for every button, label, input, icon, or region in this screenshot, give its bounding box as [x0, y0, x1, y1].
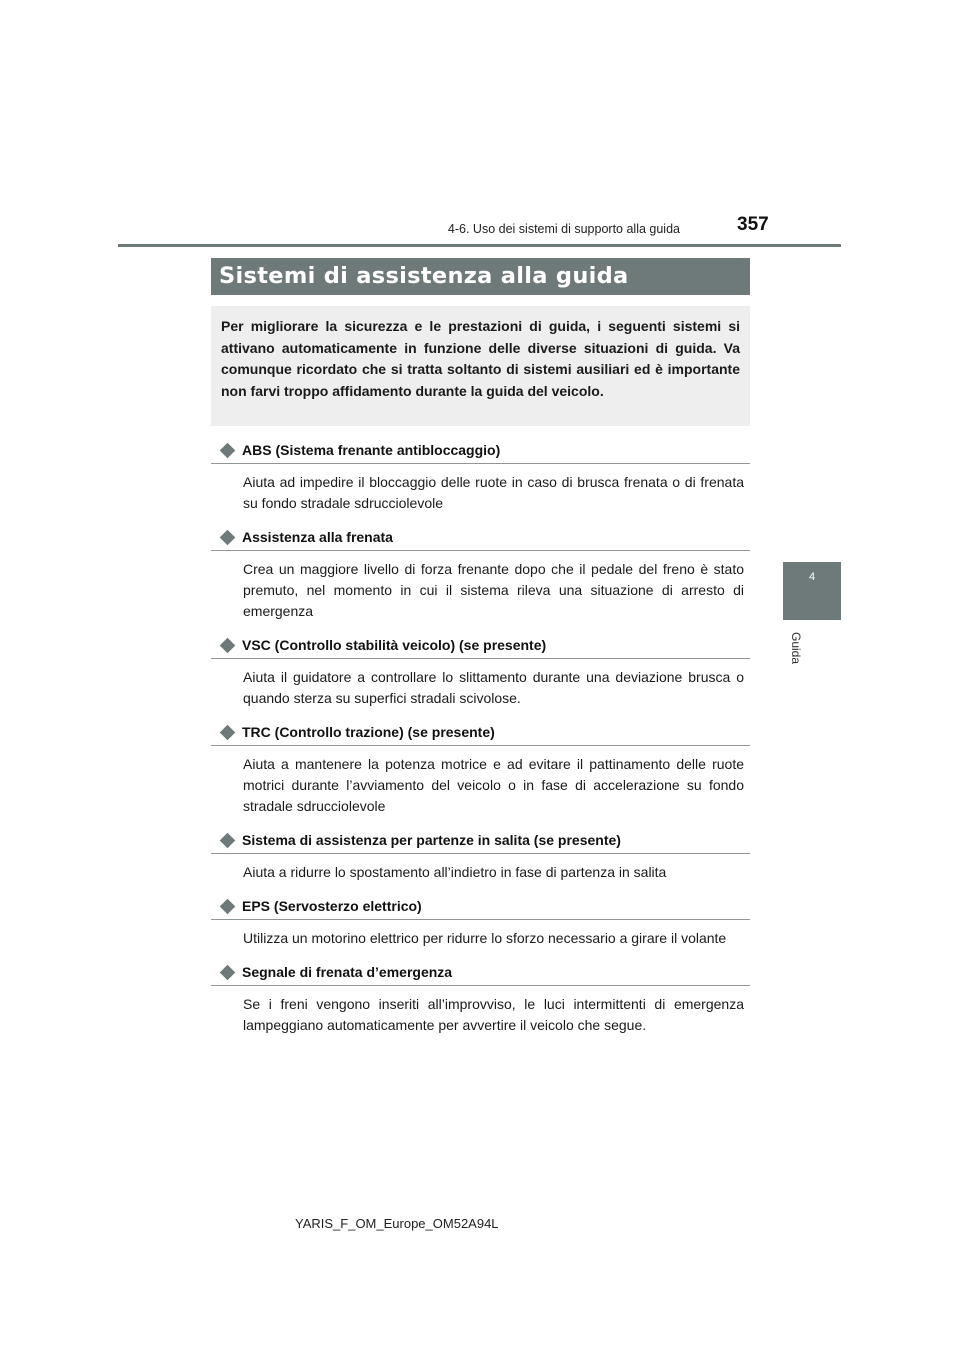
feature-heading — [211, 828, 750, 854]
feature-title: TRC (Controllo trazione) (se presente) — [242, 724, 495, 740]
feature-heading — [211, 960, 750, 986]
chapter-tab-number: 4 — [808, 571, 816, 583]
feature-description: Crea un maggiore livello di forza frenante dopo che il pedale del freno è stato premuto, nel momento in cui il sistema rileva una situazione di arresto di emergenza — [243, 561, 744, 619]
chapter-tab — [783, 562, 841, 620]
feature-item — [211, 720, 750, 817]
feature-list — [211, 438, 750, 1047]
diamond-bullet-icon — [220, 442, 236, 458]
diamond-bullet-icon — [220, 529, 236, 545]
feature-heading — [211, 720, 750, 746]
feature-heading — [211, 894, 750, 920]
diamond-bullet-icon — [220, 964, 236, 980]
feature-description: Aiuta a ridurre lo spostamento all’indietro in fase di partenza in salita — [243, 864, 667, 880]
section-title: Sistemi di assistenza alla guida — [219, 263, 629, 289]
feature-item — [211, 960, 750, 1036]
feature-description: Se i freni vengono inseriti all’improvviso, le luci intermittenti di emergenza lampeggiano automaticamente per avvertire il veicolo che segue. — [243, 996, 744, 1033]
diamond-bullet-icon — [220, 637, 236, 653]
feature-title: Segnale di frenata d’emergenza — [242, 964, 453, 980]
feature-item — [211, 828, 750, 883]
feature-item — [211, 894, 750, 949]
feature-heading — [211, 633, 750, 659]
intro-text: Per migliorare la sicurezza e le prestazioni di guida, i seguenti sistemi si attivano automaticamente in funzione delle diverse situazioni di guida. Va comunque ricordato che si tratta soltanto di sistemi ausiliari ed è importante non farvi troppo affidamento durante la guida del veicolo. — [221, 318, 740, 399]
feature-description: Aiuta a mantenere la potenza motrice e ad evitare il pattinamento delle ruote motrici durante l’avviamento del veicolo o in fase di accelerazione su fondo stradale sdrucciolevole — [243, 756, 744, 814]
feature-title: Assistenza alla frenata — [242, 529, 393, 545]
diamond-bullet-icon — [220, 898, 236, 914]
feature-title: Sistema di assistenza per partenze in salita (se presente) — [242, 832, 621, 848]
feature-title: VSC (Controllo stabilità veicolo) (se presente) — [242, 637, 547, 653]
chapter-tab-label: Guida — [789, 632, 803, 665]
page-header — [0, 0, 960, 248]
feature-description: Utilizza un motorino elettrico per ridurre lo sforzo necessario a girare il volante — [243, 930, 727, 946]
feature-description: Aiuta il guidatore a controllare lo slittamento durante una deviazione brusca o quando sterza su superfici stradali scivolose. — [243, 669, 744, 706]
feature-heading — [211, 525, 750, 551]
section-label: 4-6. Uso dei sistemi di supporto alla guida — [447, 222, 680, 236]
diamond-bullet-icon — [220, 832, 236, 848]
feature-item — [211, 525, 750, 622]
feature-item — [211, 633, 750, 709]
page-number: 357 — [737, 214, 769, 235]
feature-heading — [211, 438, 750, 464]
feature-description: Aiuta ad impedire il bloccaggio delle ruote in caso di brusca frenata o di frenata su fondo stradale sdrucciolevole — [243, 474, 744, 511]
feature-title: EPS (Servosterzo elettrico) — [242, 898, 422, 914]
section-title-bar — [211, 258, 750, 295]
document-code: YARIS_F_OM_Europe_OM52A94L — [295, 1216, 499, 1231]
feature-title: ABS (Sistema frenante antibloccaggio) — [242, 442, 501, 458]
header-rule — [118, 244, 841, 247]
diamond-bullet-icon — [220, 724, 236, 740]
intro-box — [211, 306, 750, 426]
feature-item — [211, 438, 750, 514]
